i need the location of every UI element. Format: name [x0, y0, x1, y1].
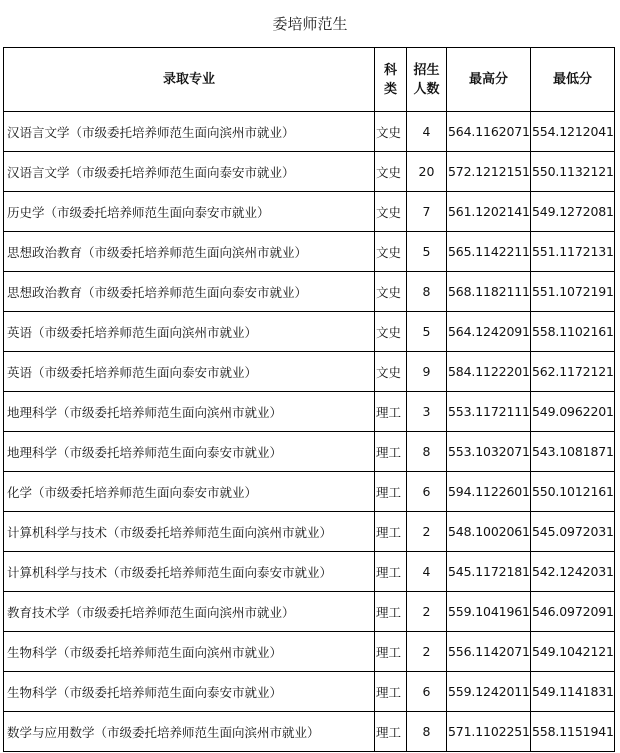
cell-category: 理工: [375, 392, 407, 432]
cell-min-score: 542.1242031: [531, 552, 615, 592]
cell-category: 理工: [375, 672, 407, 712]
cell-enroll: 6: [407, 672, 447, 712]
cell-enroll: 8: [407, 712, 447, 752]
cell-max-score: 565.1142211: [447, 232, 531, 272]
cell-enroll: 20: [407, 152, 447, 192]
header-major: 录取专业: [4, 48, 375, 112]
cell-major: 英语（市级委托培养师范生面向滨州市就业）: [4, 312, 375, 352]
cell-major: 思想政治教育（市级委托培养师范生面向泰安市就业）: [4, 272, 375, 312]
cell-min-score: 562.1172121: [531, 352, 615, 392]
cell-major: 生物科学（市级委托培养师范生面向滨州市就业）: [4, 632, 375, 672]
cell-major: 汉语言文学（市级委托培养师范生面向泰安市就业）: [4, 152, 375, 192]
table-row: [4, 632, 615, 672]
cell-major: 思想政治教育（市级委托培养师范生面向滨州市就业）: [4, 232, 375, 272]
page-title: 委培师范生: [272, 15, 348, 33]
cell-major: 地理科学（市级委托培养师范生面向滨州市就业）: [4, 392, 375, 432]
cell-major: 计算机科学与技术（市级委托培养师范生面向滨州市就业）: [4, 512, 375, 552]
cell-max-score: 548.1002061: [447, 512, 531, 552]
cell-major: 汉语言文学（市级委托培养师范生面向滨州市就业）: [4, 112, 375, 152]
cell-max-score: 559.1041961: [447, 592, 531, 632]
cell-min-score: 558.1151941: [531, 712, 615, 752]
cell-max-score: 584.1122201: [447, 352, 531, 392]
cell-category: 理工: [375, 712, 407, 752]
cell-major: 历史学（市级委托培养师范生面向泰安市就业）: [4, 192, 375, 232]
cell-enroll: 2: [407, 592, 447, 632]
cell-min-score: 546.0972091: [531, 592, 615, 632]
header-min-score: 最低分: [531, 48, 615, 112]
cell-max-score: 568.1182111: [447, 272, 531, 312]
table-row: [4, 472, 615, 512]
cell-major: 化学（市级委托培养师范生面向泰安市就业）: [4, 472, 375, 512]
table-row: [4, 672, 615, 712]
cell-max-score: 564.1162071: [447, 112, 531, 152]
header-enroll-line1: 招生: [413, 62, 440, 78]
cell-category: 文史: [375, 112, 407, 152]
cell-category: 理工: [375, 632, 407, 672]
cell-category: 文史: [375, 312, 407, 352]
cell-min-score: 558.1102161: [531, 312, 615, 352]
cell-min-score: 545.0972031: [531, 512, 615, 552]
cell-min-score: 551.1072191: [531, 272, 615, 312]
cell-category: 理工: [375, 552, 407, 592]
cell-min-score: 550.1012161: [531, 472, 615, 512]
cell-min-score: 551.1172131: [531, 232, 615, 272]
cell-max-score: 564.1242091: [447, 312, 531, 352]
cell-category: 理工: [375, 432, 407, 472]
cell-min-score: 549.1141831: [531, 672, 615, 712]
cell-enroll: 5: [407, 312, 447, 352]
cell-category: 理工: [375, 472, 407, 512]
table-row: [4, 512, 615, 552]
cell-category: 理工: [375, 512, 407, 552]
cell-min-score: 549.1272081: [531, 192, 615, 232]
cell-max-score: 545.1172181: [447, 552, 531, 592]
cell-enroll: 2: [407, 512, 447, 552]
cell-max-score: 571.1102251: [447, 712, 531, 752]
table-header-row: [4, 48, 615, 112]
cell-max-score: 559.1242011: [447, 672, 531, 712]
cell-enroll: 4: [407, 112, 447, 152]
header-max-score: 最高分: [447, 48, 531, 112]
header-category-line2: 类: [383, 81, 397, 97]
cell-min-score: 543.1081871: [531, 432, 615, 472]
cell-category: 文史: [375, 232, 407, 272]
cell-max-score: 553.1172111: [447, 392, 531, 432]
cell-category: 文史: [375, 192, 407, 232]
header-category: [375, 48, 407, 112]
cell-min-score: 550.1132121: [531, 152, 615, 192]
table-row: [4, 272, 615, 312]
cell-min-score: 549.1042121: [531, 632, 615, 672]
cell-enroll: 7: [407, 192, 447, 232]
cell-max-score: 553.1032071: [447, 432, 531, 472]
cell-max-score: 572.1212151: [447, 152, 531, 192]
cell-min-score: 554.1212041: [531, 112, 615, 152]
header-category-line1: 科: [383, 62, 397, 78]
table-row: [4, 152, 615, 192]
cell-major: 英语（市级委托培养师范生面向泰安市就业）: [4, 352, 375, 392]
cell-major: 计算机科学与技术（市级委托培养师范生面向泰安市就业）: [4, 552, 375, 592]
table-row: [4, 592, 615, 632]
cell-major: 地理科学（市级委托培养师范生面向泰安市就业）: [4, 432, 375, 472]
table-row: [4, 392, 615, 432]
table-row: [4, 352, 615, 392]
cell-max-score: 561.1202141: [447, 192, 531, 232]
header-enroll: [407, 48, 447, 112]
table-row: [4, 232, 615, 272]
cell-enroll: 8: [407, 432, 447, 472]
table-row: [4, 712, 615, 752]
cell-category: 理工: [375, 592, 407, 632]
header-enroll-line2: 人数: [413, 81, 440, 97]
cell-major: 教育技术学（市级委托培养师范生面向滨州市就业）: [4, 592, 375, 632]
cell-max-score: 556.1142071: [447, 632, 531, 672]
table-row: [4, 432, 615, 472]
cell-category: 文史: [375, 152, 407, 192]
cell-category: 文史: [375, 272, 407, 312]
table-row: [4, 192, 615, 232]
cell-enroll: 5: [407, 232, 447, 272]
cell-enroll: 8: [407, 272, 447, 312]
cell-enroll: 2: [407, 632, 447, 672]
table-row: [4, 112, 615, 152]
cell-major: 数学与应用数学（市级委托培养师范生面向滨州市就业）: [4, 712, 375, 752]
cell-category: 文史: [375, 352, 407, 392]
admission-table: [3, 47, 615, 752]
cell-enroll: 3: [407, 392, 447, 432]
table-row: [4, 312, 615, 352]
cell-enroll: 9: [407, 352, 447, 392]
cell-enroll: 4: [407, 552, 447, 592]
table-row: [4, 552, 615, 592]
cell-enroll: 6: [407, 472, 447, 512]
cell-major: 生物科学（市级委托培养师范生面向泰安市就业）: [4, 672, 375, 712]
cell-max-score: 594.1122601: [447, 472, 531, 512]
cell-min-score: 549.0962201: [531, 392, 615, 432]
